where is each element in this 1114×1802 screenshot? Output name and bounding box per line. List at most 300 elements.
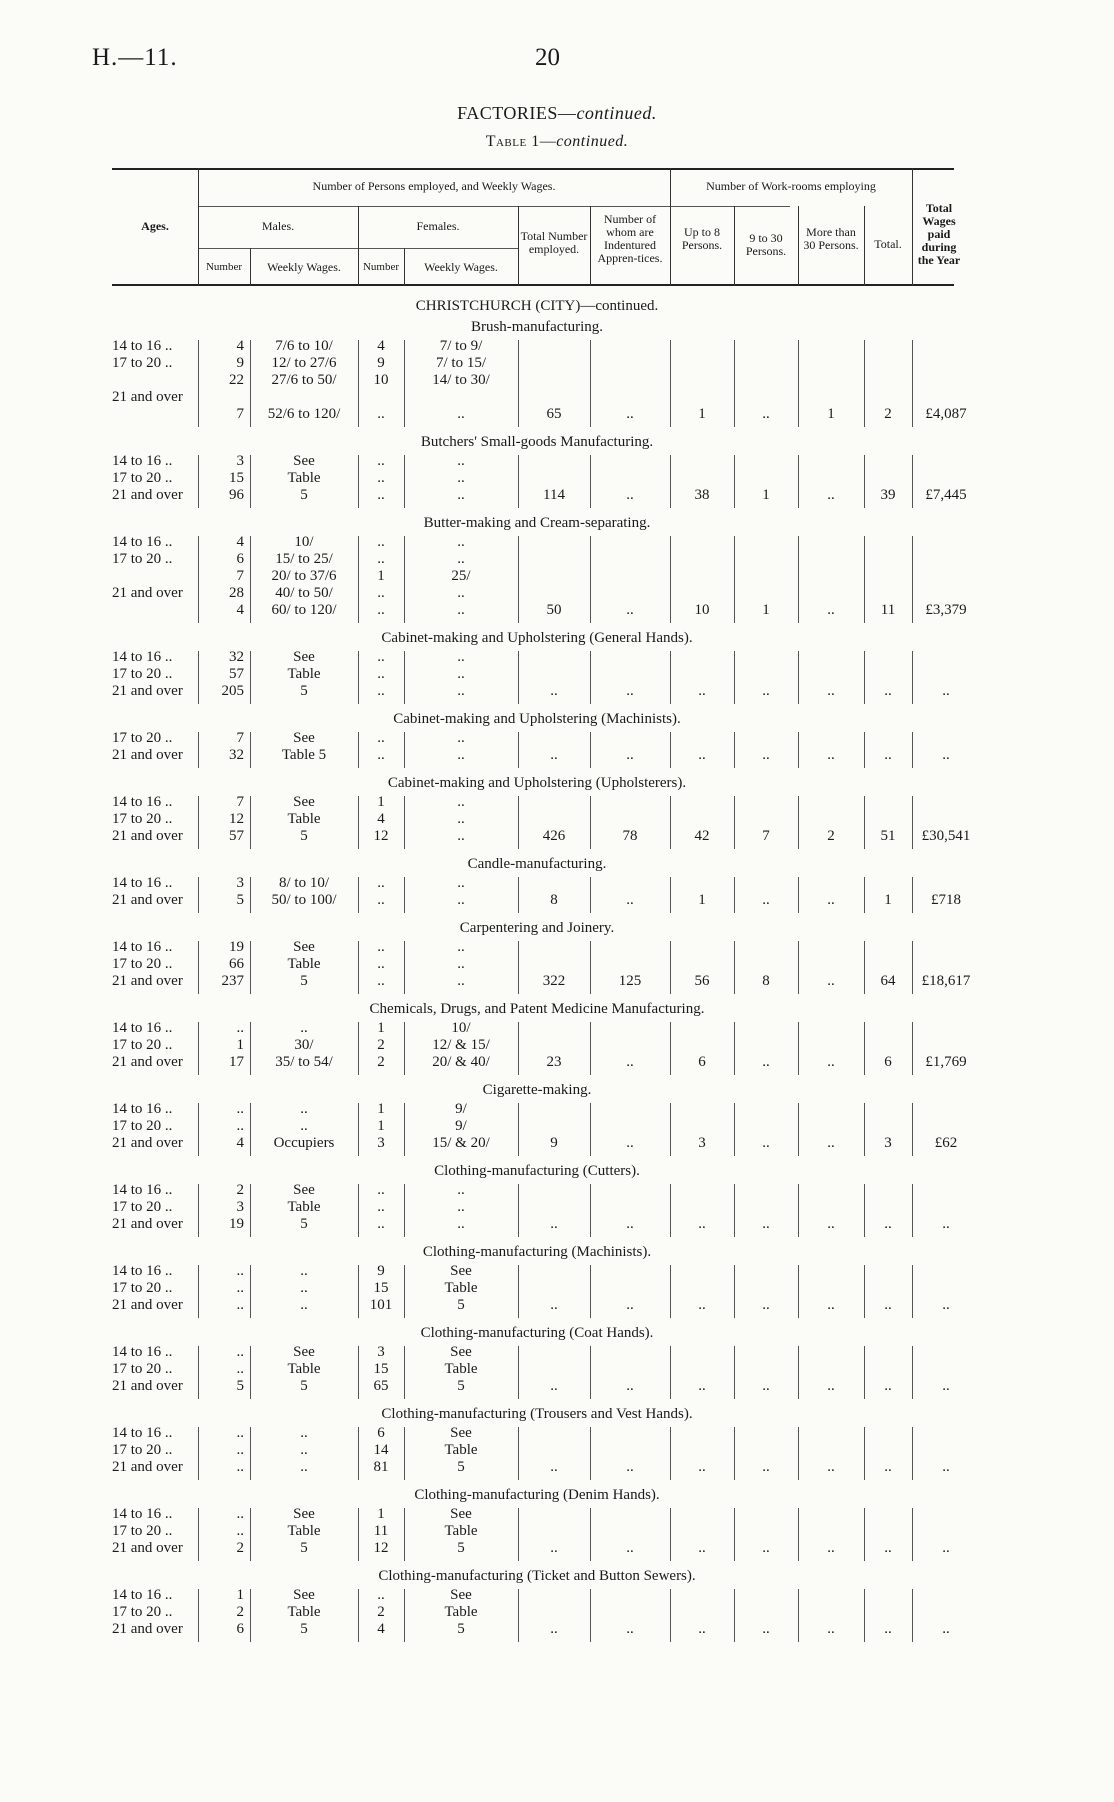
table-cell: .. xyxy=(457,487,465,503)
col-m-num xyxy=(198,453,244,504)
industry-section xyxy=(112,708,962,772)
col-f-wage xyxy=(404,1587,518,1638)
col-m-num xyxy=(198,1263,244,1314)
table-cell: Table xyxy=(444,1523,478,1539)
cell-total: 426 xyxy=(542,828,566,844)
col-f-num xyxy=(358,1344,404,1395)
table-cell: See xyxy=(450,1344,472,1360)
table-cell: 5 xyxy=(457,1540,465,1556)
table-cell: 4 xyxy=(377,811,385,827)
age-label: 21 and over xyxy=(112,1297,183,1313)
table-cell: 40/ to 50/ xyxy=(275,585,333,601)
col-m-num xyxy=(198,1425,244,1476)
col-f-num xyxy=(358,534,404,619)
cell-n930: .. xyxy=(762,892,770,908)
col-f-num xyxy=(358,338,404,423)
cell-total: 8 xyxy=(550,892,558,908)
col-9-to-30: 9 to 30 Persons. xyxy=(745,231,787,258)
cell-more30: .. xyxy=(827,747,835,763)
col-group-rooms: Number of Work-rooms employing xyxy=(706,179,876,193)
table-cell: 4 xyxy=(236,534,244,550)
table-cell: Table xyxy=(287,956,321,972)
age-label: 21 and over xyxy=(112,1459,183,1475)
col-m-num xyxy=(198,875,244,909)
table-cell: 22 xyxy=(229,372,244,388)
cell-up8: .. xyxy=(698,683,706,699)
col-m-wage xyxy=(250,875,358,909)
cell-more30: .. xyxy=(827,1054,835,1070)
cell-rooms: 64 xyxy=(880,973,896,989)
cell-n930: 1 xyxy=(762,487,770,503)
cell-appr: .. xyxy=(626,1135,634,1151)
cell-appr: 78 xyxy=(622,828,638,844)
col-m-wage xyxy=(250,1425,358,1476)
col-f-wage xyxy=(404,730,518,764)
col-female-wages: Weekly Wages. xyxy=(424,260,498,274)
age-label: 17 to 20 .. xyxy=(112,1442,173,1458)
col-ages xyxy=(112,338,194,423)
column-rule xyxy=(912,1508,913,1561)
industry-section xyxy=(112,1160,962,1241)
table-cell: 4 xyxy=(236,1135,244,1151)
col-f-num xyxy=(358,794,404,845)
cell-more30: .. xyxy=(827,1540,835,1556)
col-ages xyxy=(112,1101,194,1152)
table-cell: .. xyxy=(457,649,465,665)
table-cell: .. xyxy=(300,1118,308,1134)
age-label: 14 to 16 .. xyxy=(112,338,173,354)
table-cell: .. xyxy=(377,453,385,469)
age-label: 17 to 20 .. xyxy=(112,470,173,486)
cell-n930: .. xyxy=(762,1135,770,1151)
cell-total: .. xyxy=(550,1540,558,1556)
table-cell: See xyxy=(293,1587,315,1603)
table-cell: .. xyxy=(457,1216,465,1232)
table-cell: .. xyxy=(300,1425,308,1441)
table-cell: See xyxy=(450,1506,472,1522)
industry-section xyxy=(112,772,971,853)
table-cell: .. xyxy=(377,406,385,422)
table-cell: 15/ to 25/ xyxy=(275,551,333,567)
industry-title: Butter-making and Cream-separating. xyxy=(423,515,651,531)
cell-appr: .. xyxy=(626,747,634,763)
col-ages xyxy=(112,1506,194,1557)
column-rule xyxy=(912,455,913,508)
cell-up8: .. xyxy=(698,747,706,763)
table-cell: .. xyxy=(457,551,465,567)
table-cell: 30/ xyxy=(294,1037,314,1053)
col-m-num xyxy=(198,649,244,700)
age-label: 21 and over xyxy=(112,1216,183,1232)
cell-rooms: .. xyxy=(884,1459,892,1475)
age-label: 14 to 16 .. xyxy=(112,453,173,469)
table-cell: See xyxy=(450,1425,472,1441)
industry-title: Cabinet-making and Upholstering (Machinists). xyxy=(393,711,681,727)
table-cell: 4 xyxy=(236,338,244,354)
industry-section xyxy=(112,1241,962,1322)
table-cell xyxy=(358,389,404,406)
table-cell: .. xyxy=(236,1361,244,1377)
table-cell: 4 xyxy=(377,1621,385,1637)
cell-more30: .. xyxy=(827,973,835,989)
col-apprentices: Number of whom are Indentured Appren-tices. xyxy=(597,212,663,265)
table-cell: .. xyxy=(236,1020,244,1036)
table-cell: .. xyxy=(457,730,465,746)
column-rule xyxy=(912,796,913,849)
col-f-wage xyxy=(404,1020,518,1071)
table-cell: Table xyxy=(287,1199,321,1215)
table-cell: 4 xyxy=(236,602,244,618)
col-f-wage xyxy=(404,649,518,700)
table-cell: .. xyxy=(377,956,385,972)
cell-total: .. xyxy=(550,683,558,699)
cell-total: .. xyxy=(550,1216,558,1232)
table-cell: 2 xyxy=(236,1540,244,1556)
industry-title: Clothing-manufacturing (Denim Hands). xyxy=(414,1487,660,1503)
table-cell: .. xyxy=(300,1101,308,1117)
col-m-wage xyxy=(250,338,358,423)
cell-wages: .. xyxy=(942,1297,950,1313)
cell-rooms: 1 xyxy=(884,892,892,908)
col-m-wage xyxy=(250,1182,358,1233)
column-rule xyxy=(912,1346,913,1399)
cell-appr: .. xyxy=(626,602,634,618)
col-f-wage xyxy=(404,1182,518,1233)
table-cell: .. xyxy=(457,828,465,844)
table-cell: .. xyxy=(300,1442,308,1458)
age-label: 21 and over xyxy=(112,828,183,844)
cell-more30: 2 xyxy=(827,828,835,844)
cell-wages: £3,379 xyxy=(925,602,967,618)
cell-up8: 3 xyxy=(698,1135,706,1151)
age-label: 17 to 20 .. xyxy=(112,811,173,827)
age-label: 14 to 16 .. xyxy=(112,794,173,810)
col-m-num xyxy=(198,1182,244,1233)
column-rule xyxy=(912,1103,913,1156)
cell-n930: .. xyxy=(762,406,770,422)
table-cell: .. xyxy=(300,1263,308,1279)
cell-wages: £30,541 xyxy=(921,828,971,844)
table-cell: 1 xyxy=(236,1587,244,1603)
col-ages xyxy=(112,453,194,504)
table-cell: 15/ & 20/ xyxy=(432,1135,490,1151)
cell-up8: .. xyxy=(698,1378,706,1394)
table-cell: 3 xyxy=(377,1344,385,1360)
age-label: 21 and over xyxy=(112,1378,183,1394)
table-cell: See xyxy=(450,1587,472,1603)
col-m-wage xyxy=(250,1506,358,1557)
cell-total: 50 xyxy=(546,602,562,618)
table-cell: 5 xyxy=(300,1621,308,1637)
age-label: 21 and over xyxy=(112,1540,183,1556)
age-label: 14 to 16 .. xyxy=(112,1344,173,1360)
col-f-num xyxy=(358,453,404,504)
table-cell: .. xyxy=(457,585,465,601)
cell-appr: .. xyxy=(626,1054,634,1070)
col-f-num xyxy=(358,1506,404,1557)
table-cell: 65 xyxy=(373,1378,389,1394)
cell-n930: .. xyxy=(762,1459,770,1475)
table-cell: 66 xyxy=(229,956,244,972)
cell-more30: .. xyxy=(827,1216,835,1232)
table-cell: 2 xyxy=(377,1604,385,1620)
table-body xyxy=(112,296,971,1646)
table-cell: .. xyxy=(457,811,465,827)
cell-rooms: 51 xyxy=(880,828,896,844)
table-cell: 5 xyxy=(457,1621,465,1637)
cell-total: .. xyxy=(550,747,558,763)
table-cell: .. xyxy=(377,747,385,763)
table-cell: 8/ to 10/ xyxy=(278,875,329,891)
age-label xyxy=(112,568,194,585)
table-cell: 15 xyxy=(229,470,244,486)
table-cell: 7/ to 9/ xyxy=(439,338,483,354)
col-m-num xyxy=(198,338,244,423)
table-cell: 19 xyxy=(229,1216,244,1232)
col-ages xyxy=(112,794,194,845)
industry-section xyxy=(112,917,971,998)
col-ages xyxy=(112,730,194,764)
col-m-num xyxy=(198,1506,244,1557)
table-cell: .. xyxy=(377,1587,385,1603)
col-m-wage xyxy=(250,1263,358,1314)
industry-section xyxy=(112,1565,962,1646)
table-cell: 57 xyxy=(229,828,244,844)
cell-up8: .. xyxy=(698,1459,706,1475)
table-cell: .. xyxy=(377,973,385,989)
table-cell: 20/ to 37/6 xyxy=(271,568,337,584)
col-f-num xyxy=(358,1020,404,1071)
col-f-num xyxy=(358,875,404,909)
page-title: FACTORIES—continued. xyxy=(457,103,657,123)
table-cell: .. xyxy=(377,1199,385,1215)
col-ages xyxy=(112,1020,194,1071)
table-cell: 60/ to 120/ xyxy=(271,602,337,618)
cell-total: 322 xyxy=(542,973,566,989)
table-cell: .. xyxy=(377,487,385,503)
cell-up8: 56 xyxy=(694,973,710,989)
col-m-wage xyxy=(250,534,358,619)
cell-wages: £1,769 xyxy=(925,1054,967,1070)
cell-up8: 10 xyxy=(694,602,710,618)
age-label xyxy=(112,406,194,423)
table-cell: .. xyxy=(377,1216,385,1232)
table-cell: .. xyxy=(377,470,385,486)
table-cell: .. xyxy=(236,1280,244,1296)
age-label: 17 to 20 .. xyxy=(112,666,173,682)
age-label: 14 to 16 .. xyxy=(112,939,173,955)
table-cell: 5 xyxy=(236,1378,244,1394)
age-label: 17 to 20 .. xyxy=(112,1118,173,1134)
cell-rooms: 3 xyxy=(884,1135,892,1151)
cell-n930: .. xyxy=(762,1054,770,1070)
cell-wages: £18,617 xyxy=(921,973,971,989)
table-cell: 1 xyxy=(377,568,385,584)
table-cell: 1 xyxy=(377,1506,385,1522)
table-cell: 52/6 to 120/ xyxy=(267,406,341,422)
column-rule xyxy=(912,340,913,427)
industry-title: Clothing-manufacturing (Cutters). xyxy=(434,1163,640,1179)
cell-appr: .. xyxy=(626,1459,634,1475)
age-label: 14 to 16 .. xyxy=(112,534,173,550)
table-cell: Table xyxy=(444,1280,478,1296)
col-females: Females. xyxy=(416,219,460,233)
table-cell: .. xyxy=(377,875,385,891)
table-cell: 7 xyxy=(236,406,244,422)
col-f-num xyxy=(358,1263,404,1314)
table-cell: 1 xyxy=(236,1037,244,1053)
cell-total: 114 xyxy=(543,487,565,503)
table-cell: .. xyxy=(377,602,385,618)
table-cell: .. xyxy=(457,747,465,763)
industry-section xyxy=(112,998,967,1079)
cell-appr: 125 xyxy=(618,973,642,989)
table-cell: 237 xyxy=(221,973,244,989)
age-label: 21 and over xyxy=(112,973,183,989)
table-cell xyxy=(404,389,518,406)
age-label: 14 to 16 .. xyxy=(112,1506,173,1522)
column-rule xyxy=(912,1427,913,1480)
table-cell: 5 xyxy=(300,683,308,699)
table-cell: 6 xyxy=(377,1425,385,1441)
cell-up8: .. xyxy=(698,1540,706,1556)
cell-appr: .. xyxy=(626,1621,634,1637)
table-cell: .. xyxy=(457,956,465,972)
table-cell xyxy=(198,389,244,406)
col-female-number: Number xyxy=(362,261,400,273)
table-cell: See xyxy=(293,939,315,955)
cell-up8: 1 xyxy=(698,406,706,422)
col-males: Males. xyxy=(261,219,295,233)
cell-up8: 6 xyxy=(698,1054,706,1070)
table-cell: 5 xyxy=(457,1459,465,1475)
table-cell: 28 xyxy=(229,585,244,601)
age-label: 14 to 16 .. xyxy=(112,1101,173,1117)
table-cell: .. xyxy=(300,1020,308,1036)
cell-more30: .. xyxy=(827,1378,835,1394)
table-cell: 10/ xyxy=(294,534,314,550)
column-rule xyxy=(912,1589,913,1642)
table-cell: 5 xyxy=(300,487,308,503)
age-label: 21 and over xyxy=(112,892,183,908)
col-m-num xyxy=(198,794,244,845)
cell-appr: .. xyxy=(626,1540,634,1556)
industry-section xyxy=(112,431,967,512)
col-m-num xyxy=(198,534,244,619)
cell-rooms: 6 xyxy=(884,1054,892,1070)
table-cell: 10/ xyxy=(451,1020,471,1036)
industry-title: Cabinet-making and Upholstering (Upholsterers). xyxy=(387,775,687,791)
cell-total: .. xyxy=(550,1297,558,1313)
table-cell: .. xyxy=(457,406,465,422)
cell-appr: .. xyxy=(626,1297,634,1313)
cell-wages: £4,087 xyxy=(925,406,967,422)
table-cell: 3 xyxy=(377,1135,385,1151)
table-cell: 3 xyxy=(236,453,244,469)
age-label: 21 and over xyxy=(112,1135,183,1151)
col-ages xyxy=(112,1182,194,1233)
table-cell: .. xyxy=(377,534,385,550)
table-cell: See xyxy=(293,1506,315,1522)
table-cell: 7/ to 15/ xyxy=(435,355,486,371)
col-f-num xyxy=(358,939,404,990)
col-ages xyxy=(112,534,194,619)
col-m-wage xyxy=(250,1101,358,1152)
cell-n930: 1 xyxy=(762,602,770,618)
col-male-wages: Weekly Wages. xyxy=(267,260,341,274)
cell-more30: .. xyxy=(827,1135,835,1151)
column-rule xyxy=(912,877,913,913)
table-cell: Table xyxy=(287,1604,321,1620)
table-cell: 3 xyxy=(236,1199,244,1215)
cell-total: 23 xyxy=(546,1054,562,1070)
table-cell: 50/ to 100/ xyxy=(271,892,337,908)
table-cell: 101 xyxy=(369,1297,393,1313)
col-ages: Ages. xyxy=(141,219,169,233)
table-cell: 35/ to 54/ xyxy=(275,1054,333,1070)
table-cell: 17 xyxy=(229,1054,244,1070)
age-label: 17 to 20 .. xyxy=(112,1523,173,1539)
industry-title: Cigarette-making. xyxy=(482,1082,592,1098)
industry-title: Cabinet-making and Upholstering (General Hands). xyxy=(381,630,693,646)
age-label: 17 to 20 .. xyxy=(112,730,173,746)
cell-rooms: .. xyxy=(884,747,892,763)
col-ages xyxy=(112,1425,194,1476)
age-label: 21 and over xyxy=(112,747,183,763)
table-cell: 7/6 to 10/ xyxy=(275,338,333,354)
cell-rooms: .. xyxy=(884,1216,892,1232)
table-cell: 10 xyxy=(373,372,389,388)
age-label: 21 and over xyxy=(112,683,183,699)
cell-rooms: .. xyxy=(884,1621,892,1637)
col-more-30: More than 30 Persons. xyxy=(803,225,859,252)
table-cell: 5 xyxy=(300,1216,308,1232)
table-cell: .. xyxy=(300,1297,308,1313)
col-up-to-8: Up to 8 Persons. xyxy=(681,225,723,252)
table-cell: 1 xyxy=(377,1101,385,1117)
col-ages xyxy=(112,875,194,909)
column-rule xyxy=(912,536,913,623)
table-cell: 205 xyxy=(221,683,244,699)
table-cell: Table 5 xyxy=(281,747,327,763)
col-total-wages: Total Wages paid during the Year xyxy=(917,201,961,267)
table-cell: 11 xyxy=(373,1523,389,1539)
industry-title: Clothing-manufacturing (Ticket and Button Sewers). xyxy=(378,1568,696,1584)
table-header xyxy=(112,168,961,286)
table-cell: 15 xyxy=(373,1280,389,1296)
col-m-wage xyxy=(250,939,358,990)
table-cell: .. xyxy=(377,585,385,601)
table-cell: 15 xyxy=(373,1361,389,1377)
industry-section xyxy=(112,316,967,431)
table-cell: Occupiers xyxy=(273,1135,335,1151)
industry-section xyxy=(112,627,962,708)
table-cell: .. xyxy=(236,1459,244,1475)
table-cell: .. xyxy=(300,1459,308,1475)
table-cell: .. xyxy=(236,1344,244,1360)
table-cell: See xyxy=(293,453,315,469)
table-cell: 5 xyxy=(300,973,308,989)
industry-title: Clothing-manufacturing (Trousers and Vest Hands). xyxy=(381,1406,693,1422)
table-cell: 7 xyxy=(236,568,244,584)
cell-n930: .. xyxy=(762,1297,770,1313)
table-cell: .. xyxy=(236,1297,244,1313)
table-cell xyxy=(250,389,358,406)
cell-appr: .. xyxy=(626,487,634,503)
table-cell: 5 xyxy=(457,1297,465,1313)
table-cell: Table xyxy=(444,1604,478,1620)
industry-title: Clothing-manufacturing (Machinists). xyxy=(422,1244,652,1260)
